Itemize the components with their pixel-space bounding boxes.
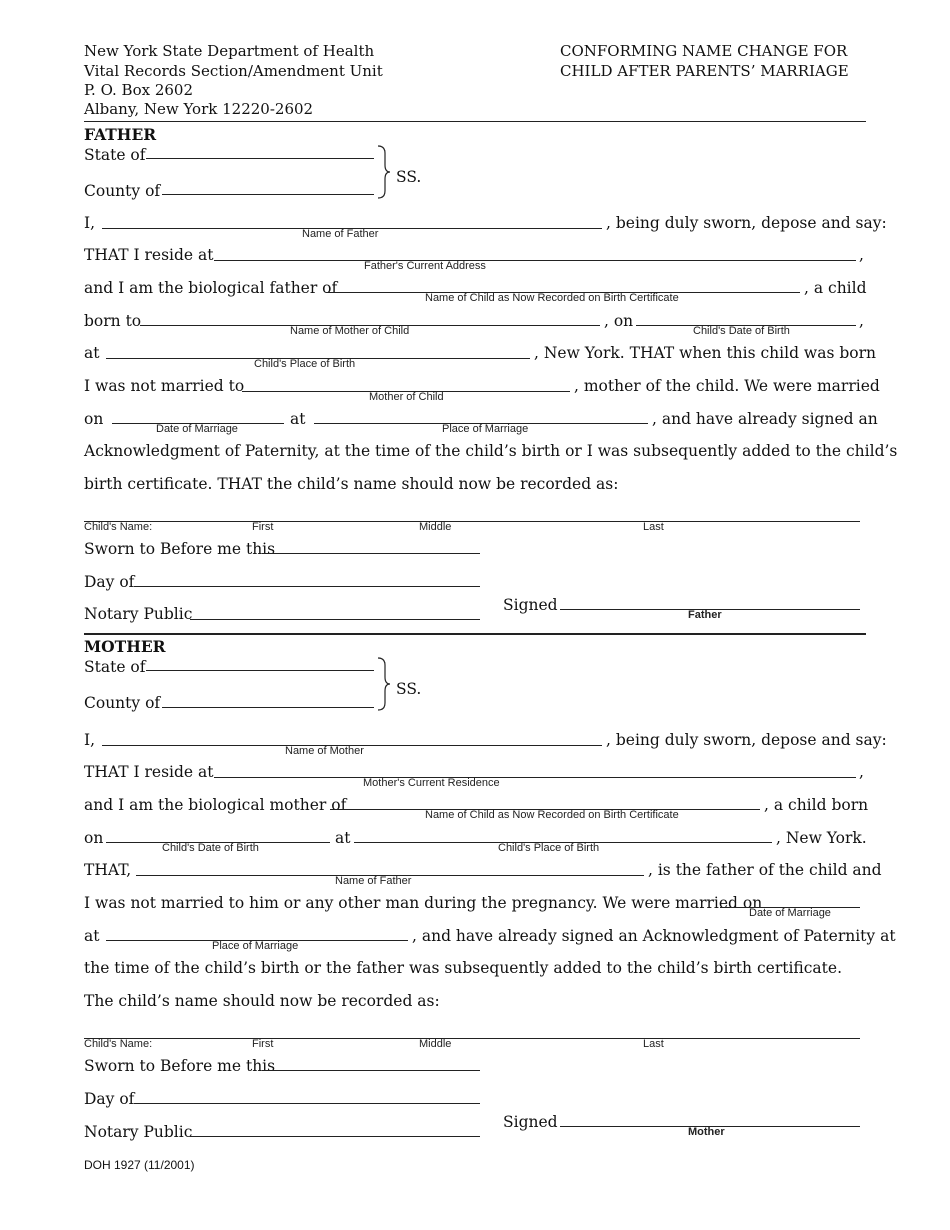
father-mother-married-text: , mother of the child. We were married [574, 377, 880, 395]
mother-at2-label: at [84, 927, 100, 945]
mother-sworn-text: , being duly sworn, depose and say: [606, 731, 887, 749]
father-day-of-field[interactable] [134, 586, 480, 587]
father-notary-field[interactable] [190, 619, 480, 620]
mother-ny-text: , New York. [776, 829, 867, 847]
father-heading: FATHER [84, 125, 157, 144]
father-not-married-label: I was not married to [84, 377, 245, 395]
mother-name-caption: Name of Mother [285, 745, 364, 757]
form-title-line-1: CONFORMING NAME CHANGE FOR [560, 42, 848, 60]
father-county-field[interactable] [162, 194, 374, 195]
mother-sworn-before-label: Sworn to Before me this [84, 1057, 276, 1075]
mother-paragraph-1: the time of the child’s birth or the father was subsequently added to the child’s birth certificate. [84, 959, 843, 977]
father-reside-label: THAT I reside at [84, 246, 214, 264]
father-county-label: County of [84, 182, 161, 200]
mother-heading: MOTHER [84, 637, 166, 656]
mother-notary-field[interactable] [190, 1136, 480, 1137]
section-divider [84, 633, 866, 635]
mother-address-comma: , [859, 763, 864, 781]
father-dob-comma: , [859, 312, 864, 330]
father-mother-of-child-caption: Mother of Child [369, 391, 444, 403]
father-ny-born-text: , New York. THAT when this child was born [534, 344, 876, 362]
mother-child-dob-caption: Child's Date of Birth [162, 842, 259, 854]
mother-county-field[interactable] [162, 707, 374, 708]
header-divider [84, 121, 866, 122]
father-bio-label: and I am the biological father of [84, 279, 338, 297]
mother-bio-label: and I am the biological mother of [84, 796, 347, 814]
mother-not-married-text: I was not married to him or any other man during the pregnancy. We were married on [84, 894, 763, 912]
father-on-label: , on [604, 312, 634, 330]
father-child-name-caption: Name of Child as Now Recorded on Birth Certificate [425, 292, 679, 304]
mother-notary-label: Notary Public [84, 1123, 193, 1141]
mother-state-field[interactable] [146, 670, 374, 671]
mother-middle-caption: Middle [419, 1038, 452, 1050]
father-child-name-label: Child's Name: [84, 521, 153, 533]
agency-line-2: Vital Records Section/Amendment Unit [84, 62, 383, 80]
father-name-caption: Name of Father [302, 228, 379, 240]
mother-marriage-place-caption: Place of Marriage [212, 940, 299, 952]
mother-child-pob-caption: Child's Place of Birth [498, 842, 600, 854]
father-child-dob-caption: Child's Date of Birth [693, 325, 790, 337]
father-signed-an-text: , and have already signed an [652, 410, 878, 428]
mother-on-label: on [84, 829, 104, 847]
mother-at-label: at [335, 829, 351, 847]
mother-is-father-text: , is the father of the child and [648, 861, 882, 879]
mother-address-caption: Mother's Current Residence [363, 777, 500, 789]
mother-father-name-caption: Name of Father [335, 875, 412, 887]
father-signer-caption: Father [688, 609, 722, 621]
mother-signed-ack-text: , and have already signed an Acknowledgment of Paternity at [412, 927, 896, 945]
mother-a-child-born-text: , a child born [764, 796, 869, 814]
father-address-field[interactable] [214, 260, 856, 261]
mother-reside-label: THAT I reside at [84, 763, 214, 781]
father-sworn-text: , being duly sworn, depose and say: [606, 214, 887, 232]
mother-child-new-name-field[interactable] [84, 1038, 860, 1039]
mother-ss-label: SS. [396, 680, 422, 698]
mother-day-of-field[interactable] [134, 1103, 480, 1104]
mother-signed-label: Signed [503, 1113, 558, 1131]
agency-line-1: New York State Department of Health [84, 42, 375, 60]
father-address-comma: , [859, 246, 864, 264]
agency-line-4: Albany, New York 12220-2602 [84, 100, 314, 118]
father-marriage-place-caption: Place of Marriage [442, 423, 529, 435]
mother-address-field[interactable] [214, 777, 856, 778]
father-i-label: I, [84, 214, 96, 232]
father-marriage-date-caption: Date of Marriage [156, 423, 238, 435]
father-sworn-date-field[interactable] [262, 553, 480, 554]
father-first-caption: First [252, 521, 274, 533]
mother-paragraph-2: The child’s name should now be recorded as: [84, 992, 440, 1010]
mother-state-label: State of [84, 658, 146, 676]
father-child-new-name-field[interactable] [84, 521, 860, 522]
mother-child-name-label: Child's Name: [84, 1038, 153, 1050]
form-title-line-2: CHILD AFTER PARENTS’ MARRIAGE [560, 62, 849, 80]
mother-that-label: THAT, [84, 861, 132, 879]
mother-marriage-date-caption: Date of Marriage [749, 907, 831, 919]
mother-signer-caption: Mother [688, 1126, 725, 1138]
agency-line-3: P. O. Box 2602 [84, 81, 193, 99]
father-sworn-before-label: Sworn to Before me this [84, 540, 276, 558]
father-ss-label: SS. [396, 168, 422, 186]
mother-sworn-date-field[interactable] [262, 1070, 480, 1071]
father-mother-name-caption: Name of Mother of Child [290, 325, 410, 337]
father-on2-label: on [84, 410, 104, 428]
father-paragraph-2: birth certificate. THAT the child’s name should now be recorded as: [84, 475, 619, 493]
father-address-caption: Father's Current Address [364, 260, 486, 272]
father-born-to-label: born to [84, 312, 142, 330]
father-at-label: at [84, 344, 100, 362]
father-last-caption: Last [643, 521, 664, 533]
father-state-field[interactable] [146, 158, 374, 159]
father-day-of-label: Day of [84, 573, 135, 591]
mother-child-name-caption: Name of Child as Now Recorded on Birth Certificate [425, 809, 679, 821]
form-id: DOH 1927 (11/2001) [84, 1158, 195, 1172]
mother-brace-icon [376, 657, 392, 711]
father-a-child-text: , a child [804, 279, 867, 297]
father-child-pob-caption: Child's Place of Birth [254, 358, 356, 370]
mother-day-of-label: Day of [84, 1090, 135, 1108]
mother-first-caption: First [252, 1038, 274, 1050]
mother-i-label: I, [84, 731, 96, 749]
father-middle-caption: Middle [419, 521, 452, 533]
mother-county-label: County of [84, 694, 161, 712]
father-at2-label: at [290, 410, 306, 428]
father-state-label: State of [84, 146, 146, 164]
father-notary-label: Notary Public [84, 605, 193, 623]
father-brace-icon [376, 145, 392, 199]
mother-last-caption: Last [643, 1038, 664, 1050]
father-paragraph-1: Acknowledgment of Paternity, at the time of the child’s birth or I was subsequently added to the child’s [84, 442, 898, 460]
father-signed-label: Signed [503, 596, 558, 614]
